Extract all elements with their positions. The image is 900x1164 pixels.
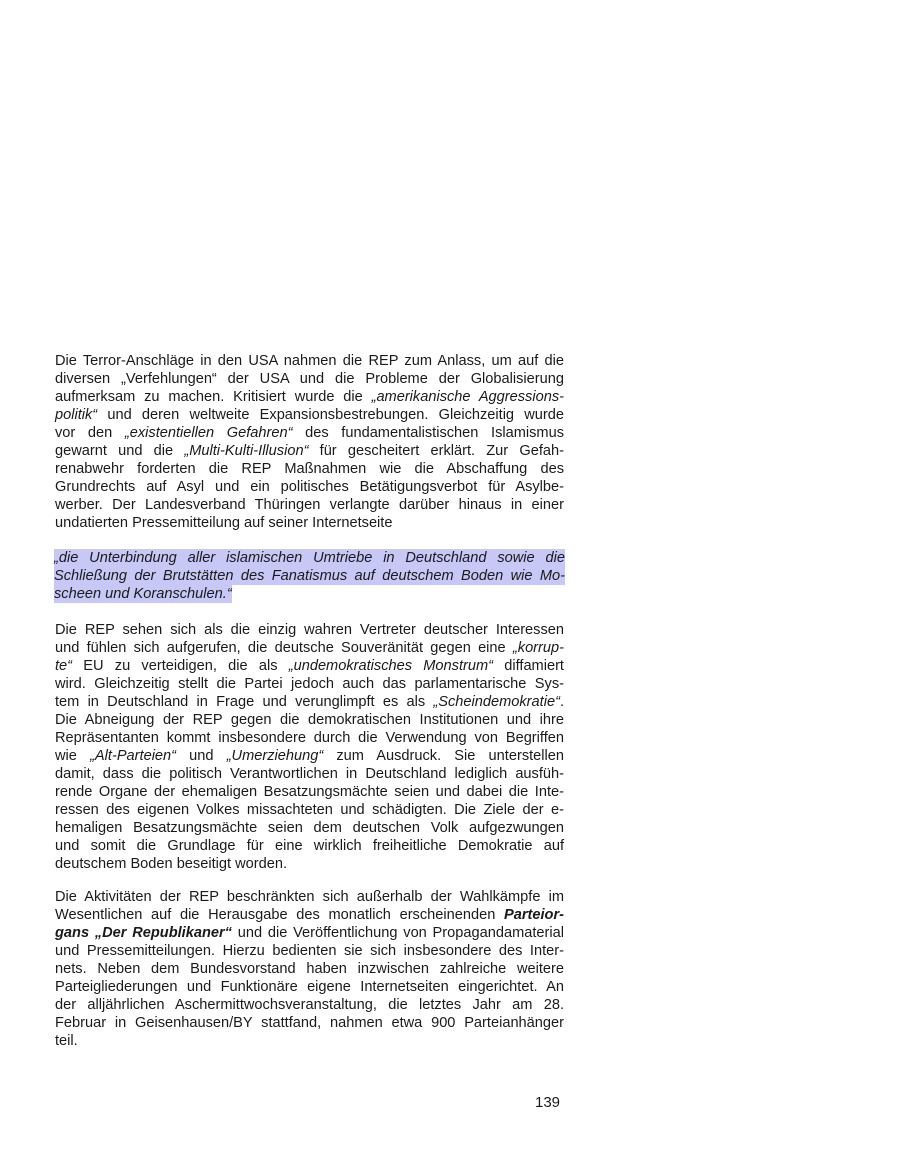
text-run: tem in Deutschland in Frage und verunglimpft es als: [55, 694, 434, 710]
text-run: .: [559, 694, 564, 710]
quote-line: scheen und Koranschulen.“: [54, 586, 232, 602]
text-line: [55, 388, 564, 406]
bold-emphasis-run: Parteior-: [503, 907, 564, 923]
text-run: diffamiert: [493, 658, 564, 674]
text-line: wird. Gleichzeitig stellt die Partei jedoch auch das parlamentarische Sys-: [55, 676, 564, 692]
text-line: damit, dass die politisch Verantwortlichen in Deutschland lediglich ausfüh-: [55, 766, 564, 782]
text-run: EU zu verteidigen, die als: [72, 658, 289, 674]
page-number: 139: [535, 1094, 561, 1111]
text-run: und fühlen sich aufgerufen, die deutsche Souveränität gegen eine: [55, 640, 513, 656]
text-line: Die Abneigung der REP gegen die demokratischen Institutionen und ihre: [55, 712, 564, 728]
text-line: [55, 906, 564, 924]
emphasis-run: „undemokratisches Monstrum“: [288, 658, 493, 674]
text-run: und die Veröffentlichung von Propagandamaterial: [231, 925, 564, 941]
text-line: Februar in Geisenhausen/BY stattfand, nahmen etwa 900 Parteianhänger: [55, 1015, 564, 1031]
text-line: rende Organe der ehemaligen Besatzungsmächte seien und dabei die Inte-: [55, 784, 564, 800]
emphasis-run: „Umerziehung“: [226, 748, 324, 764]
text-run: vor den: [55, 425, 125, 441]
emphasis-run: „amerikanische Aggressions-: [371, 389, 564, 405]
emphasis-run: „existentiellen Gefahren“: [124, 425, 293, 441]
text-line: Die REP sehen sich als die einzig wahren Vertreter deutscher Interessen: [55, 622, 564, 638]
text-line: Grundrechts auf Asyl und ein politisches Betätigungsverbot für Asylbe-: [55, 479, 564, 495]
quote-line: „die Unterbindung aller islamischen Umtriebe in Deutschland sowie die: [54, 550, 565, 566]
emphasis-run: „Scheindemokratie“: [433, 694, 560, 710]
text-run: Wesentlichen auf die Herausgabe des monatlich erscheinenden: [55, 907, 504, 923]
text-line: [55, 406, 564, 424]
text-line: ressen des eigenen Volkes missachteten und schädigten. Die Ziele der e-: [55, 802, 564, 818]
text-run: für gescheitert erklärt. Zur Gefah-: [308, 443, 564, 459]
bold-emphasis-run: gans „Der Republikaner“: [55, 925, 232, 941]
text-line: [55, 747, 564, 765]
text-line: renabwehr forderten die REP Maßnahmen wie die Abschaffung des: [55, 461, 564, 477]
emphasis-run: te“: [55, 658, 73, 674]
text-line: undatierten Pressemitteilung auf seiner Internetseite: [55, 515, 393, 531]
paragraph-rep-representatives: [55, 621, 564, 873]
text-line: nets. Neben dem Bundesvorstand haben inzwischen zahlreiche weitere: [55, 961, 564, 977]
text-line: [55, 693, 564, 711]
text-line: teil.: [55, 1033, 78, 1049]
text-line: und somit die Grundlage für eine wirklich freiheitliche Demokratie auf: [55, 838, 564, 854]
text-line: [55, 639, 564, 657]
text-line: [55, 657, 564, 675]
emphasis-run: politik“: [55, 407, 98, 423]
emphasis-run: „Multi-Kulti-Illusion“: [184, 443, 309, 459]
quote-line: Schließung der Brutstätten des Fanatismus auf deutschem Boden wie Mo-: [54, 568, 565, 584]
text-run: des fundamentalistischen Islamismus: [292, 425, 564, 441]
text-line: werber. Der Landesverband Thüringen verlangte darüber hinaus in einer: [55, 497, 564, 513]
text-line: [55, 924, 564, 942]
text-line: der alljährlichen Aschermittwochsveranstaltung, die letztes Jahr am 28.: [55, 997, 564, 1013]
text-run: und deren weltweite Expansionsbestrebungen. Gleichzeitig wurde: [97, 407, 564, 423]
emphasis-run: „korrup-: [512, 640, 564, 656]
highlighted-quote: [54, 549, 565, 603]
paragraph-terror-attacks: [55, 352, 564, 532]
text-run: zum Ausdruck. Sie unterstellen: [323, 748, 564, 764]
text-line: Die Aktivitäten der REP beschränkten sich außerhalb der Wahlkämpfe im: [55, 889, 564, 905]
text-run: gewarnt und die: [55, 443, 185, 459]
text-line: hemaligen Besatzungsmächte seien dem deutschen Volk aufgezwungen: [55, 820, 564, 836]
text-line: [55, 424, 564, 442]
text-run: aufmerksam zu machen. Kritisiert wurde die: [55, 389, 372, 405]
emphasis-run: „Alt-Parteien“: [90, 748, 177, 764]
text-line: Parteigliederungen und Funktionäre eigene Internetseiten eingerichtet. An: [55, 979, 564, 995]
text-line: und Pressemitteilungen. Hierzu bedienten sie sich insbesondere des Inter-: [55, 943, 564, 959]
text-line: [55, 442, 564, 460]
text-line: diversen „Verfehlungen“ der USA und die Probleme der Globalisierung: [55, 371, 564, 387]
text-line: Repräsentanten kommt insbesondere durch die Verwendung von Begriffen: [55, 730, 564, 746]
text-line: Die Terror-Anschläge in den USA nahmen die REP zum Anlass, um auf die: [55, 353, 564, 369]
text-run: wie: [55, 748, 91, 764]
text-line: deutschem Boden beseitigt worden.: [55, 856, 288, 872]
text-run: und: [176, 748, 227, 764]
paragraph-rep-activities: [55, 888, 564, 1050]
